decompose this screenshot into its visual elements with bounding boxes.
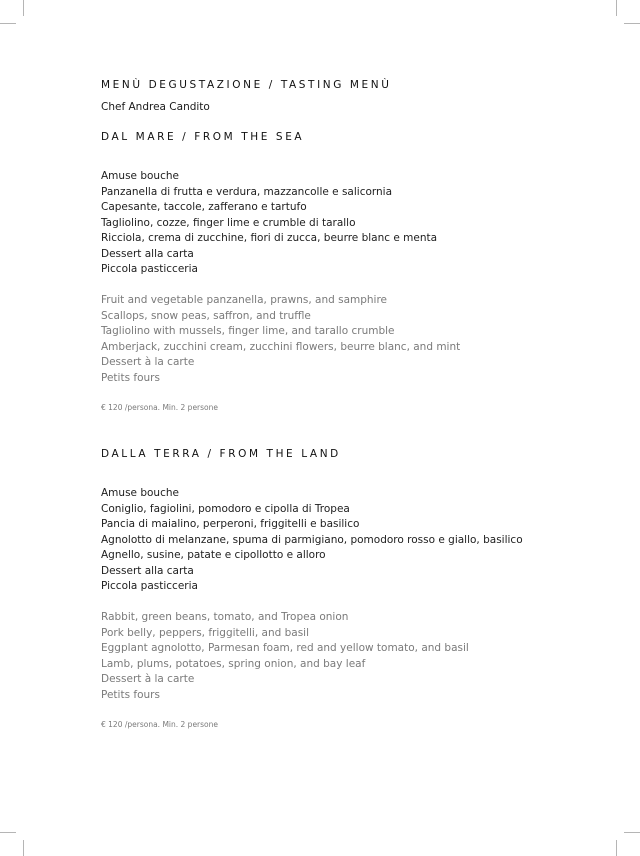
crop-mark-bottom-right-horizontal xyxy=(624,832,640,833)
price-sea: € 120 /persona. Min. 2 persone xyxy=(101,403,219,412)
dish-item-translation: Eggplant agnolotto, Parmesan foam, red and yellow tomato, and basil xyxy=(101,642,469,654)
crop-mark-bottom-left-vertical xyxy=(23,840,24,856)
dish-item-translation: Fruit and vegetable panzanella, prawns, and samphire xyxy=(101,294,388,306)
dish-item-translation: Scallops, snow peas, saffron, and truffle xyxy=(101,309,311,322)
dish-item: Ricciola, crema di zucchine, fiori di zucca, beurre blanc e menta xyxy=(101,232,438,244)
dish-item: Dessert alla carta xyxy=(101,247,194,260)
dish-item: Piccola pasticceria xyxy=(101,263,198,275)
crop-mark-top-left-horizontal xyxy=(0,23,16,24)
dish-item: Pancia di maialino, perperoni, friggitelli e basilico xyxy=(101,518,360,530)
dish-item-translation: Tagliolino with mussels, finger lime, and tarallo crumble xyxy=(101,325,395,337)
crop-mark-bottom-left-horizontal xyxy=(0,832,16,833)
dish-item-translation: Dessert à la carte xyxy=(101,356,195,368)
crop-mark-top-right-horizontal xyxy=(624,23,640,24)
dish-item-translation: Petits fours xyxy=(101,688,160,701)
sea-dishes-english xyxy=(101,293,460,386)
menu-title: MENÙ DEGUSTAZIONE / TASTING MENÙ xyxy=(101,79,392,91)
dish-item: Dessert alla carta xyxy=(101,564,194,577)
dish-item: Capesante, taccole, zafferano e tartufo xyxy=(101,201,307,213)
dish-item-translation: Dessert à la carte xyxy=(101,673,195,685)
dish-item: Amuse bouche xyxy=(101,487,179,499)
dish-item: Panzanella di frutta e verdura, mazzancolle e salicornia xyxy=(101,185,393,198)
dish-item-translation: Amberjack, zucchini cream, zucchini flowers, beurre blanc, and mint xyxy=(101,340,461,353)
crop-mark-bottom-right-vertical xyxy=(616,840,617,856)
land-dishes-italian xyxy=(101,486,523,595)
dish-item: Tagliolino, cozze, finger lime e crumble di tarallo xyxy=(101,216,356,229)
price-land: € 120 /persona. Min. 2 persone xyxy=(101,720,219,729)
dish-item: Coniglio, fagiolini, pomodoro e cipolla di Tropea xyxy=(101,502,350,515)
land-dishes-english xyxy=(101,610,469,703)
chef-name: Chef Andrea Candito xyxy=(101,101,210,113)
dish-item-translation: Lamb, plums, potatoes, spring onion, and bay leaf xyxy=(101,657,366,670)
dish-item: Agnello, susine, patate e cipollotto e alloro xyxy=(101,549,326,561)
sea-dishes-italian xyxy=(101,169,437,278)
dish-item-translation: Pork belly, peppers, friggitelli, and basil xyxy=(101,626,310,639)
dish-item-translation: Rabbit, green beans, tomato, and Tropea onion xyxy=(101,611,349,623)
dish-item-translation: Petits fours xyxy=(101,371,160,384)
section-title-land: DALLA TERRA / FROM THE LAND xyxy=(101,448,341,460)
crop-mark-top-left-vertical xyxy=(23,0,24,16)
crop-mark-top-right-vertical xyxy=(616,0,617,16)
dish-item: Agnolotto di melanzane, spuma di parmigiano, pomodoro rosso e giallo, basilico xyxy=(101,533,523,546)
dish-item: Amuse bouche xyxy=(101,170,179,182)
dish-item: Piccola pasticceria xyxy=(101,580,198,592)
section-title-sea: DAL MARE / FROM THE SEA xyxy=(101,131,305,143)
